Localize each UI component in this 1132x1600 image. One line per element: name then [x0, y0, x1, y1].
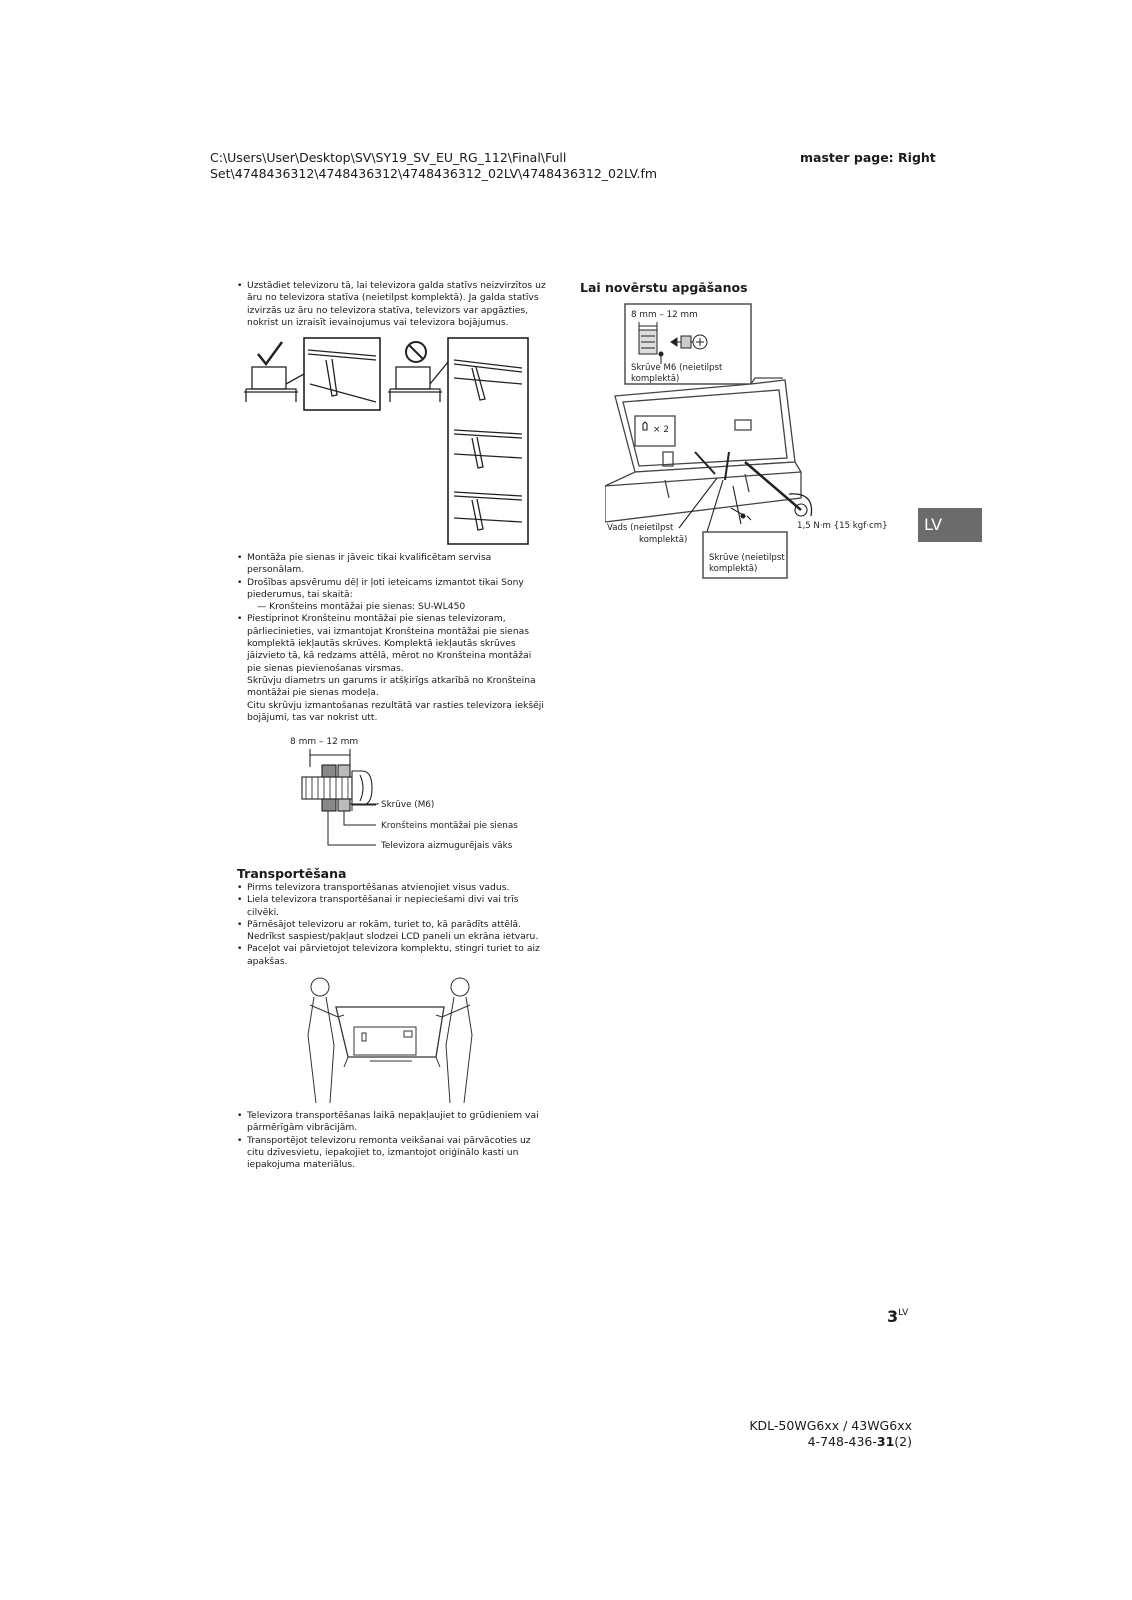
anti-tip-title: Lai novērstu apgāšanos: [580, 280, 748, 295]
tv-wrong: [396, 367, 430, 389]
page-number: $3^{LV}$: [887, 1307, 909, 1326]
label-screw-m6: Skrūve (M6): [381, 800, 435, 810]
transport-section: [237, 866, 553, 968]
file-path-line-2: Set\4748436312\4748436312\4748436312_02LV\4748436312_02LV.fm: [210, 166, 658, 181]
master-page-label: master page: Right: [800, 150, 936, 165]
mount-bullet-list: [237, 552, 553, 724]
person-left-head: [311, 978, 329, 996]
transport-bullet: • Televizora transportēšanas laikā nepakļaujiet to grūdieniem vai pārmērīgām vibrācijām.: [237, 1110, 553, 1135]
screw-head: [352, 771, 372, 805]
cord-label-2: komplektā): [639, 535, 688, 545]
torque-label: 1,5 N·m {15 kgf·cm}: [797, 521, 888, 531]
mount-bullet: • Piestiprinot Kronšteinu montāžai pie sienas televizoram, pārliecinieties, vai izmantojat Kronšteina montāžai pie sienas komplektā iekļautās skrūves. Komplektā iekļautās skrūves jāizvieto tā, kā redzams attēlā, mērot no Kronšteina montāžai pie sienas pievienošanas virsmas. Skrūvju diametrs un garums ir atšķirīgs atkarībā no Kronšteina montāžai pie sienas modeļa. Citu skrūvju izmantošanas rezultātā var rasties televizora iekšēji bojājumi, tas var nokrist utt.: [237, 613, 553, 724]
mount-bullet: • Montāža pie sienas ir jāveic tikai kvalificētam servisa personālam.: [237, 552, 553, 577]
stand-placement-illustration: [240, 334, 532, 546]
model-name: KDL-50WG6xx / 43WG6xx: [749, 1418, 912, 1433]
screw-m6-label-2: komplektā): [631, 374, 680, 384]
person-right-head: [451, 978, 469, 996]
times-two-label: × 2: [653, 425, 670, 435]
screw-m6-label-1: Skrūve M6 (neietilpst: [631, 363, 723, 373]
back-cover-block: [338, 765, 350, 777]
zoom-correct: [304, 338, 380, 410]
mount-bullet: • Drošības apsvērumu dēļ ir ļoti ieteicams izmantot tikai Sony piederumus, tai skaitā: — Kronšteins montāžai pie sienas: SU-WL450: [237, 577, 553, 614]
screw-thread: [302, 777, 352, 799]
transport-bullet-list: [237, 882, 553, 968]
screw2-label-2: komplektā): [709, 564, 758, 574]
bracket-block: [322, 765, 336, 777]
tv-back: [336, 1007, 444, 1057]
label-bracket: Kronšteins montāžai pie sienas: [381, 821, 518, 831]
model-info: [749, 1418, 912, 1450]
transport-bullet: • Paceļot vai pārvietojot televizora komplektu, stingri turiet to aiz apakšas.: [237, 943, 553, 968]
file-path-line-1: C:\Users\User\Desktop\SV\SY19_SV_EU_RG_112\Final\Full: [210, 150, 567, 165]
zoom-wrong: [448, 338, 528, 544]
intro-bullet-list: [237, 280, 553, 329]
document-code: 4-748-436-31(2): [807, 1434, 912, 1449]
transport-bullet: • Liela televizora transportēšanai ir nepieciešami divi vai trīs cilvēki.: [237, 894, 553, 919]
language-tab: LV: [918, 508, 982, 542]
transport-bullet: • Transportējot televizoru remonta veikšanai vai pārvācoties uz citu dzīvesvietu, iepakojiet to, izmantojot oriģinālo kasti un iepakojuma materiālus.: [237, 1135, 553, 1172]
file-path: [210, 150, 657, 182]
check-mark-icon: [258, 342, 282, 364]
transport-bullet: • Pārnēsājot televizoru ar rokām, turiet to, kā parādīts attēlā. Nedrīkst saspiest/pakļaut slodzei LCD paneli un ekrāna ietvaru.: [237, 919, 553, 944]
wall-mount-screw-diagram: [290, 733, 550, 857]
screw2-label-1: Skrūve (neietilpst: [709, 553, 785, 563]
bracket-model-line: — Kronšteins montāžai pie sienas: SU-WL450: [257, 601, 466, 613]
label-back-cover: Televizora aizmugurējais vāks: [381, 841, 513, 851]
transport-bullet-list-2: [237, 1110, 553, 1171]
anti-tip-diagram: [605, 302, 890, 582]
transport-bullet: • Pirms televizora transportēšanas atvienojiet visus vadus.: [237, 882, 553, 894]
cord-label-1: Vads (neietilpst: [607, 523, 674, 533]
transport-title: Transportēšana: [237, 866, 347, 881]
tv-correct: [252, 367, 286, 389]
tv-back-panel: [615, 380, 795, 472]
screw-dimension: 8 mm – 12 mm: [290, 737, 359, 747]
carrying-tv-illustration: [300, 975, 480, 1105]
anti-tip-dimension: 8 mm – 12 mm: [631, 310, 698, 320]
intro-bullet: • Uzstādiet televizoru tā, lai televizora galda statīvs neizvirzītos uz āru no televizora statīva (neietilpst komplektā). Ja galda statīvs izvirzās uz āru no televizora statīva, televizors var apgāzties, nokrist un izraisīt ievainojumus vai televizora bojājumus.: [237, 280, 553, 329]
